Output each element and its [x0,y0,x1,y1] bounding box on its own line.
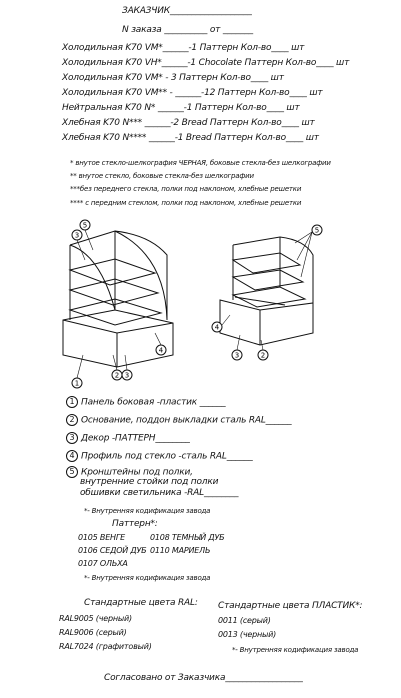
pattern-title: Паттерн*: [112,519,158,529]
legend-item: 3 Декор -ПАТТЕРН________ [66,432,190,444]
callout-number: 2 [66,414,78,426]
order-line: Холодильная K70 VM* - 3 Паттерн Кол-во____ шт [62,73,284,83]
plastic-title: Стандартные цвета ПЛАСТИК*: [218,601,363,611]
legend-item: 5 Кронштейны под полки, [66,466,193,478]
order-number-label: N заказа __________ от _______ [122,25,253,35]
svg-text:5: 5 [82,221,88,230]
callout-number: 5 [66,466,78,478]
order-line: Холодильная K70 VM*______-1 Паттерн Кол-во____ шт [62,43,305,53]
svg-text:3: 3 [74,231,80,240]
note: ** внутое стекло, боковые стекла-без шелкографии [70,172,254,180]
svg-text:5: 5 [314,226,320,235]
ral-item: RAL9005 (черный) [59,614,132,623]
plastic-item: 0011 (серый) [218,616,271,625]
note: * внутое стекло-шелкография ЧЕРНАЯ, боковые стекла-без шелкографии [70,159,331,167]
order-line: Хлебная K70 N**** ______-1 Bread Паттерн Кол-во____ шт [62,133,319,143]
ral-title: Стандартные цвета RAL: [84,598,198,608]
callout-number: 3 [66,432,78,444]
order-line: Холодильная K70 VM** - ______-12 Паттерн Кол-во____ шт [62,88,323,98]
legend-item: 2 Основание, поддон выкладки сталь RAL______ [66,414,291,426]
callout-number: 4 [66,450,78,462]
svg-text:4: 4 [158,346,164,355]
pattern-item: 0107 ОЛЬХА [78,559,128,568]
note: ***без переднего стекла, полки под наклоном, хлебные решетки [70,185,302,193]
svg-text:1: 1 [74,379,80,388]
ral-item: RAL9006 (серый) [59,628,127,637]
svg-text:2: 2 [260,351,266,360]
plastic-item: 0013 (черный) [218,630,277,639]
customer-label: ЗАКАЗЧИК___________________ [122,6,252,16]
svg-text:3: 3 [234,351,240,360]
callout-number: 1 [66,396,78,408]
legend-item: 4 Профиль под стекло -сталь RAL______ [66,450,253,462]
note: **** с передним стеклом, полки под наклоном, хлебные решетки [70,199,302,207]
ral-item: RAL7024 (графитовый) [59,642,152,651]
order-line: Хлебная K70 N*** ______-2 Bread Паттерн Кол-во____ шт [62,118,315,128]
order-line: Нейтральная K70 N* ______-1 Паттерн Кол-во____ шт [62,103,300,113]
order-line: Холодильная K70 VH*______-1 Chocolate Паттерн Кол-во____ шт [62,58,350,68]
display-case-side-drawing [205,215,340,375]
svg-text:2: 2 [114,371,120,380]
display-case-front-drawing [55,215,195,390]
pattern-item: 0108 ТЕМНЫЙ ДУБ [150,533,225,542]
legend-extra: обшивки светильника -RAL________ [80,488,239,498]
factory-note: *- Внутренняя кодификация завода [232,646,359,654]
factory-note: *- Внутренняя кодификация завода [84,574,211,582]
legend-extra: внутренние стойки под полки [80,477,219,487]
pattern-item: 0110 МАРИЕЛЬ [150,546,211,555]
pattern-item: 0106 СЕДОЙ ДУБ [78,546,147,555]
approval-line: Согласовано от Заказчика__________________ [104,673,303,683]
pattern-item: 0105 ВЕНГЕ [78,533,125,542]
svg-text:3: 3 [124,371,130,380]
factory-note: *- Внутренняя кодификация завода [84,507,211,515]
legend-item: 1 Панель боковая -пластик ______ [66,396,225,408]
svg-text:4: 4 [214,323,220,332]
